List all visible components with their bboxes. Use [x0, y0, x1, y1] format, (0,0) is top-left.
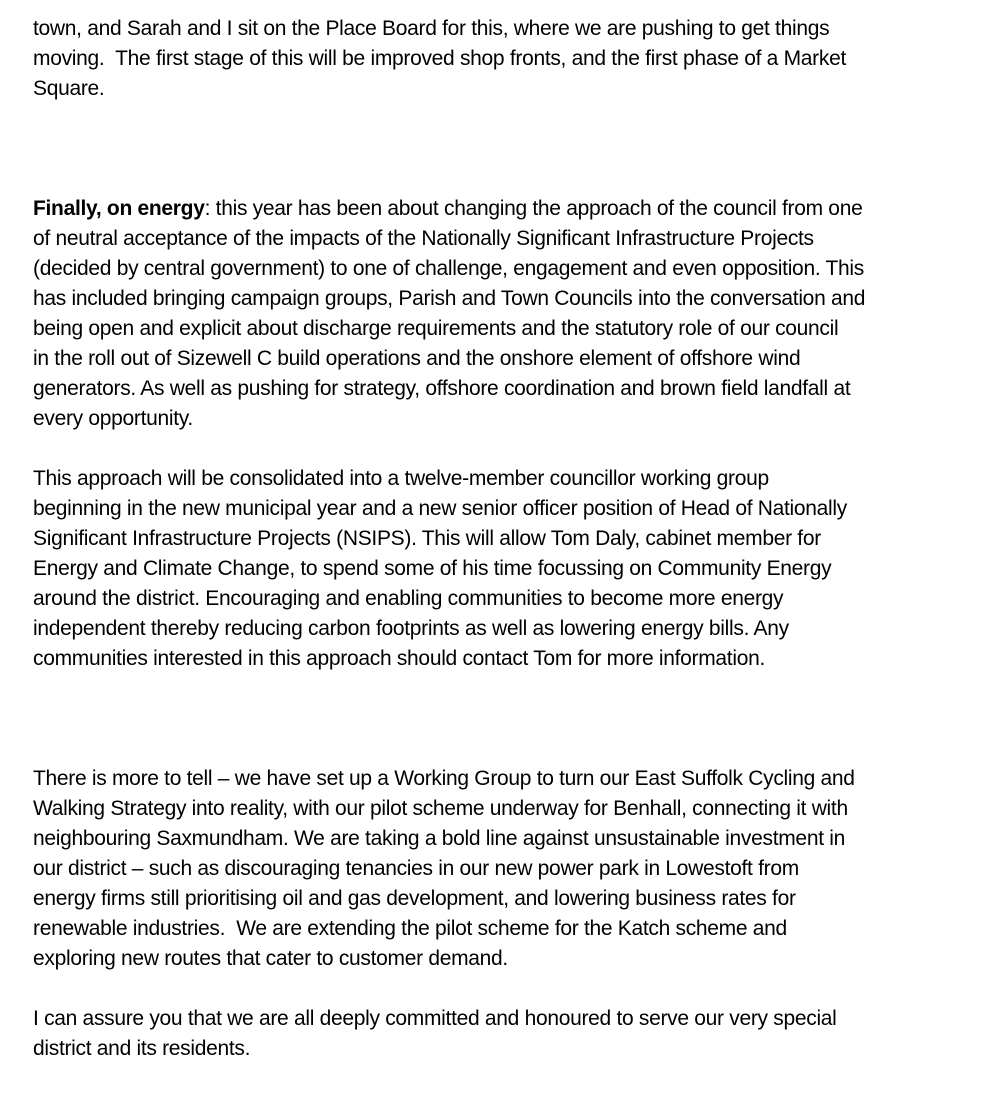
text-run: Walking Strategy into reality, with our pilot scheme underway for Benhall, connecting it with [33, 797, 848, 820]
text-run: There is more to tell – we have set up a Working Group to turn our East Suffolk Cycling and [33, 767, 855, 790]
text-run: I can assure you that we are all deeply committed and honoured to serve our very special [33, 1007, 837, 1030]
text-line [33, 884, 971, 914]
text-line [33, 44, 971, 74]
paragraph [33, 14, 971, 104]
paragraph-spacer [33, 674, 971, 764]
paragraph [33, 764, 971, 974]
text-run: every opportunity. [33, 407, 193, 430]
text-line [33, 194, 971, 224]
text-run: Significant Infrastructure Projects (NSIPS). This will allow Tom Daly, cabinet member for [33, 527, 821, 550]
text-line [33, 914, 971, 944]
paragraph-spacer [33, 434, 971, 464]
paragraph [33, 194, 971, 434]
text-run: generators. As well as pushing for strategy, offshore coordination and brown field landfall at [33, 377, 851, 400]
text-line [33, 224, 971, 254]
text-line [33, 14, 971, 44]
text-run: renewable industries. We are extending the pilot scheme for the Katch scheme and [33, 917, 787, 940]
text-line [33, 854, 971, 884]
text-run: our district – such as discouraging tenancies in our new power park in Lowestoft from [33, 857, 799, 880]
text-run: has included bringing campaign groups, Parish and Town Councils into the conversation and [33, 287, 866, 310]
text-line [33, 614, 971, 644]
text-line [33, 944, 971, 974]
text-line [33, 284, 971, 314]
text-line [33, 1034, 971, 1064]
text-run: energy firms still prioritising oil and gas development, and lowering business rates for [33, 887, 796, 910]
text-run: neighbouring Saxmundham. We are taking a bold line against unsustainable investment in [33, 827, 846, 850]
text-line [33, 584, 971, 614]
bold-text-run: Finally, on energy [33, 197, 205, 220]
text-line [33, 794, 971, 824]
paragraph [33, 464, 971, 674]
text-run: exploring new routes that cater to customer demand. [33, 947, 508, 970]
paragraph-spacer [33, 974, 971, 1004]
text-line [33, 344, 971, 374]
text-run: (decided by central government) to one of challenge, engagement and even opposition. This [33, 257, 864, 280]
text-line [33, 764, 971, 794]
text-run: beginning in the new municipal year and a new senior officer position of Head of Nationally [33, 497, 847, 520]
text-line [33, 74, 971, 104]
text-line [33, 554, 971, 584]
text-line [33, 494, 971, 524]
text-line [33, 254, 971, 284]
text-line [33, 464, 971, 494]
text-run: This approach will be consolidated into a twelve-member councillor working group [33, 467, 769, 490]
text-run: town, and Sarah and I sit on the Place Board for this, where we are pushing to get things [33, 17, 830, 40]
text-run: communities interested in this approach should contact Tom for more information. [33, 647, 765, 670]
text-line [33, 404, 971, 434]
text-run: of neutral acceptance of the impacts of the Nationally Significant Infrastructure Projects [33, 227, 814, 250]
text-line [33, 314, 971, 344]
text-line [33, 824, 971, 854]
text-line [33, 524, 971, 554]
paragraph-spacer [33, 104, 971, 194]
text-line [33, 374, 971, 404]
text-run: being open and explicit about discharge requirements and the statutory role of our council [33, 317, 839, 340]
text-run: independent thereby reducing carbon footprints as well as lowering energy bills. Any [33, 617, 789, 640]
text-run: Energy and Climate Change, to spend some of his time focussing on Community Energy [33, 557, 832, 580]
text-line [33, 644, 971, 674]
text-run: district and its residents. [33, 1037, 251, 1060]
text-run: Square. [33, 77, 105, 100]
paragraph [33, 1004, 971, 1064]
text-run: in the roll out of Sizewell C build operations and the onshore element of offshore wind [33, 347, 801, 370]
text-run: around the district. Encouraging and enabling communities to become more energy [33, 587, 784, 610]
text-run: moving. The first stage of this will be improved shop fronts, and the first phase of a Market [33, 47, 846, 70]
text-run: : this year has been about changing the approach of the council from one [204, 197, 863, 220]
text-line [33, 1004, 971, 1034]
